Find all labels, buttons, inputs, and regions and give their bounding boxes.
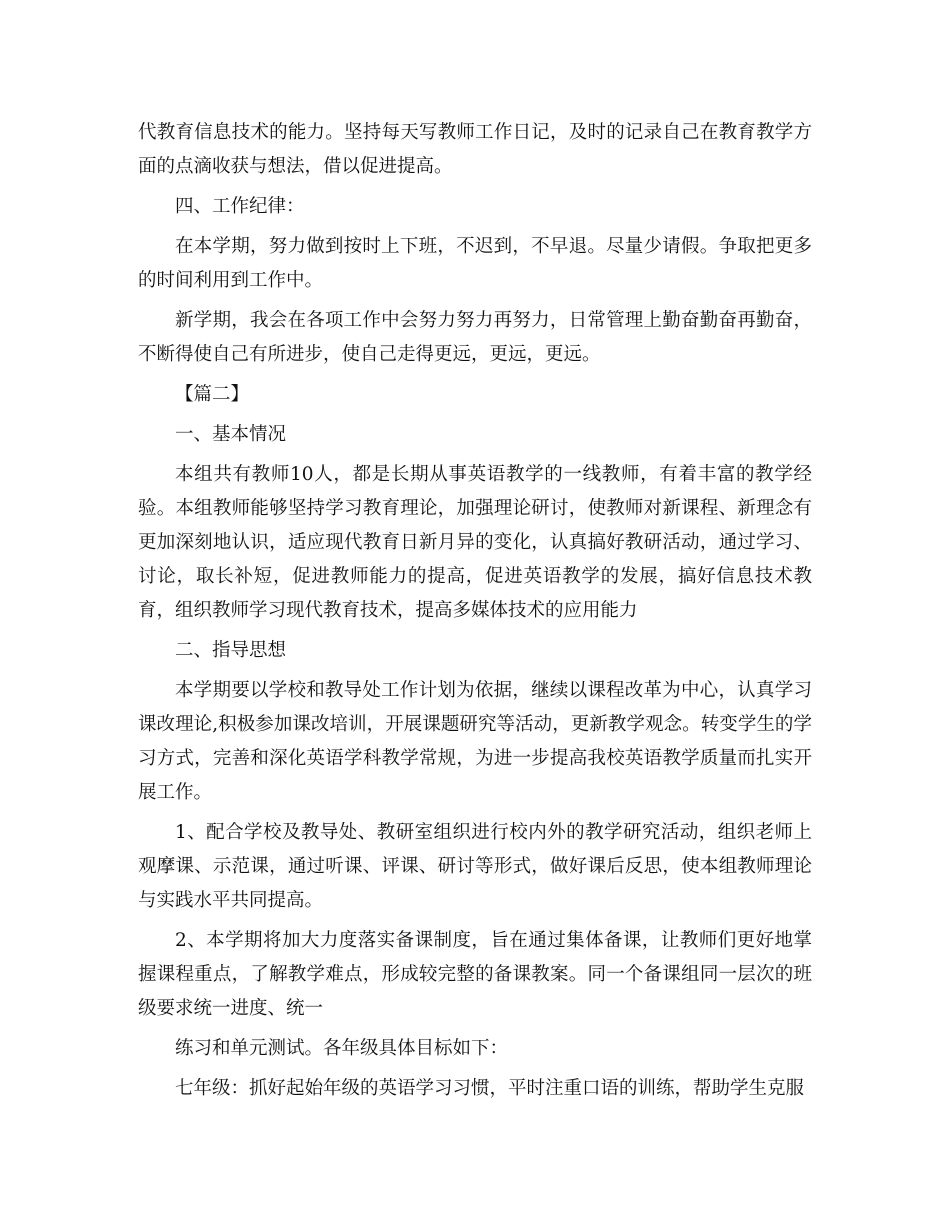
paragraph-continuation: 代教育信息技术的能力。坚持每天写教师工作日记，及时的记录自己在教育教学方面的点滴收获与想法，借以促进提高。: [138, 122, 812, 177]
section-heading-basic-situation: 一、基本情况: [175, 424, 287, 445]
list-item-2: 2、本学期将加大力度落实备课制度，旨在通过集体备课，让教师们更好地掌握课程重点，了解教学难点，形成较完整的备课教案。同一个备课组同一层次的班级要求统一进度、统一: [138, 930, 812, 1019]
paragraph-attendance: 在本学期，努力做到按时上下班，不迟到，不早退。尽量少请假。争取把更多的时间利用到工作中。: [138, 236, 812, 291]
list-item-1: 1、配合学校及教导处、教研室组织进行校内外的教学研究活动，组织老师上观摩课、示范课，通过听课、评课、研讨等形式，做好课后反思，使本组教师理论与实践水平共同提高。: [138, 822, 812, 911]
part-heading-two: 【篇二】: [175, 384, 250, 405]
paragraph-grade-goals-intro: 练习和单元测试。各年级具体目标如下：: [175, 1038, 509, 1059]
paragraph-new-semester: 新学期，我会在各项工作中会努力努力再努力，日常管理上勤奋勤奋再勤奋，不断得使自己有所进步，使自己走得更远，更远，更远。: [138, 310, 812, 365]
paragraph-group-overview: 本组共有教师10人，都是长期从事英语教学的一线教师，有着丰富的教学经验。本组教师能够坚持学习教育理论，加强理论研讨，使教师对新课程、新理念有更加深刻地认识，适应现代教育日新月异的变化，认真搞好教研活动，通过学习、讨论，取长补短，促进教师能力的提高，促进英语教学的发展，搞好信息技术教育，组织教师学习现代教育技术，提高多媒体技术的应用能力: [138, 464, 812, 621]
section-heading-work-discipline: 四、工作纪律：: [175, 196, 305, 217]
paragraph-guiding-ideology: 本学期要以学校和教导处工作计划为依据，继续以课程改革为中心，认真学习课改理论,积极参加课改培训，开展课题研究等活动，更新教学观念。转变学生的学习方式，完善和深化英语学科教学常规，为进一步提高我校英语教学质量而扎实开展工作。: [138, 680, 812, 803]
paragraph-grade-seven: 七年级：抓好起始年级的英语学习习惯，平时注重口语的训练，帮助学生克服: [175, 1078, 805, 1099]
section-heading-guiding-ideology: 二、指导思想: [175, 640, 287, 661]
